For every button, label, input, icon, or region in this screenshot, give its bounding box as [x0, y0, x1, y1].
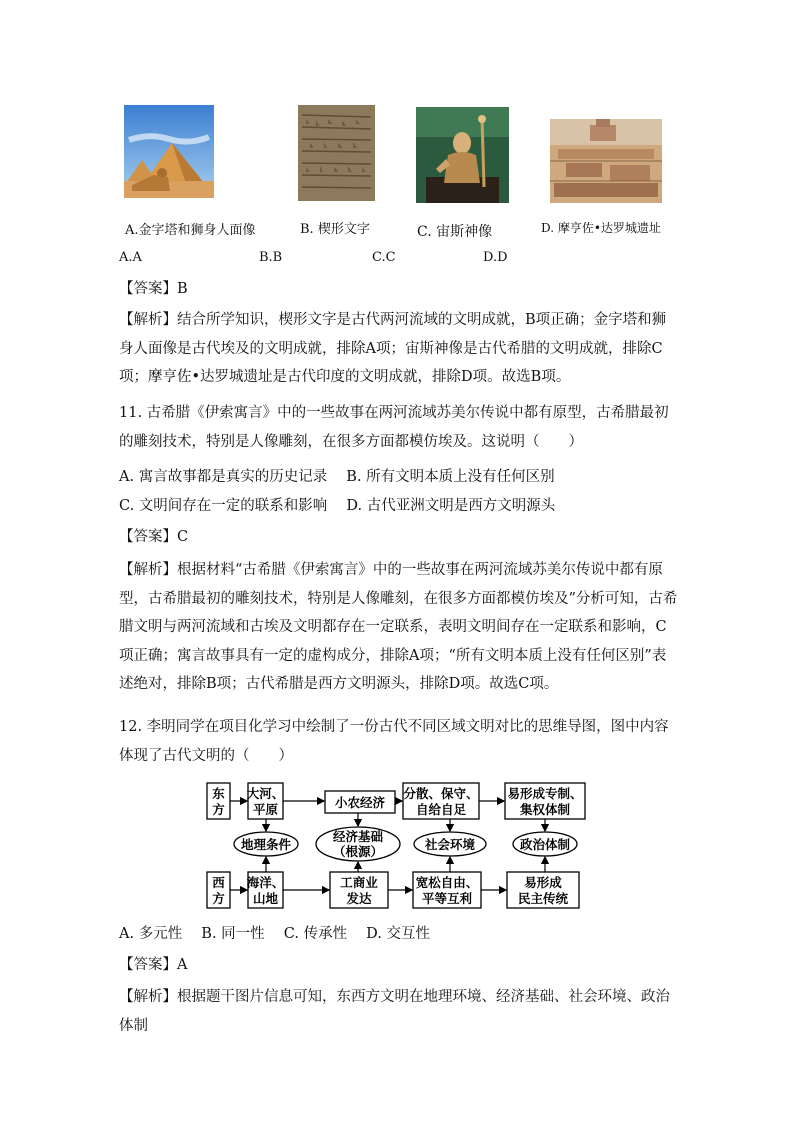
west-label-line1: 西: [212, 875, 225, 890]
question-12-options: A. 多元性 B. 同一性 C. 传承性 D. 交互性: [119, 926, 431, 942]
answer-11: 【答案】C: [119, 529, 189, 545]
answer-10: 【答案】B: [119, 281, 188, 297]
oval-2-line2: （根源）: [332, 844, 384, 859]
option-b: B.B: [259, 250, 283, 265]
oval-1-text: 地理条件: [240, 837, 292, 852]
analysis-text: 根据材料“古希腊《伊索寓言》中的一些故事在两河流域苏美尔传说中都有原型，古希腊最初的雕刻技术，特别是人像雕刻，在很多方面都模仿埃及”分析可知，古希腊文明与两河流域和古埃及文明都存在一定联系，表明文明间存在一定联系和影响，C项正确；寓言故事具有一定的虚构成分，排除A项；“所有文明本质上没有任何区别”表述绝对，排除B项；古代希腊是西方文明源头，排除D项。故选C项。: [119, 562, 678, 693]
image-caption-d: D. 摩亨佐•达罗城遗址: [541, 221, 661, 235]
oval-2-line1: 经济基础: [332, 829, 384, 844]
west-box-4-line1: 易形成: [524, 875, 562, 890]
east-box-4-line2: 集权体制: [519, 802, 571, 817]
east-label-line2: 方: [212, 802, 225, 817]
analysis-label: 【解析】: [119, 562, 177, 578]
analysis-label: 【解析】: [119, 989, 177, 1005]
mohenjo-daro-image: [550, 119, 662, 203]
west-label-line2: 方: [212, 891, 225, 906]
west-box-2-line1: 工商业: [340, 875, 378, 890]
analysis-label: 【解析】: [119, 312, 177, 328]
analysis-10: [119, 306, 679, 392]
west-box-3-line1: 宽松自由、: [415, 875, 479, 890]
question-12-stem: 12. 李明同学在项目化学习中绘制了一份古代不同区域文明对比的思维导图，图中内容体现了古代文明的（ ）: [119, 719, 669, 764]
west-box-3-line2: 平等互利: [421, 891, 473, 906]
option-d: D.D: [483, 250, 508, 265]
east-box-1-line2: 平原: [252, 802, 279, 817]
image-caption-c: C. 宙斯神像: [417, 224, 493, 240]
oval-4-text: 政治体制: [519, 837, 571, 852]
question-11-stem: 11. 古希腊《伊索寓言》中的一些故事在两河流域苏美尔传说中都有原型，古希腊最初的雕刻技术，特别是人像雕刻，在很多方面都模仿埃及。这说明（ ）: [119, 405, 669, 450]
analysis-12: [119, 983, 679, 1040]
east-box-2-text: 小农经济: [334, 795, 386, 810]
analysis-text: 根据题干图片信息可知，东西方文明在地理环境、经济基础、社会环境、政治体制: [119, 989, 670, 1034]
image-caption-a: A.金字塔和狮身人面像: [125, 223, 256, 238]
east-label-line1: 东: [212, 786, 225, 801]
zeus-statue-image: [416, 107, 509, 203]
question-11-options-row2: C. 文明间存在一定的联系和影响 D. 古代亚洲文明是西方文明源头: [119, 498, 556, 514]
west-box-4-line2: 民主传统: [517, 891, 569, 906]
oval-3-text: 社会环境: [424, 837, 476, 852]
west-box-1-line2: 山地: [252, 891, 279, 906]
cuneiform-tablet-image: [298, 105, 375, 201]
pyramids-sphinx-image: [124, 105, 214, 198]
answer-12: 【答案】A: [119, 957, 188, 973]
analysis-11: [119, 556, 679, 699]
west-box-2-line2: 发达: [346, 891, 372, 906]
east-box-3-line1: 分散、保守、: [403, 786, 479, 801]
mind-map-diagram: [205, 780, 590, 910]
east-box-3-line2: 自给自足: [415, 802, 467, 817]
east-box-4-line1: 易形成专制、: [507, 786, 583, 801]
west-box-1-line1: 海洋、: [246, 875, 285, 890]
analysis-text: 结合所学知识，楔形文字是古代两河流域的文明成就，B项正确；金字塔和狮身人面像是古代埃及的文明成就，排除A项；宙斯神像是古代希腊的文明成就，排除C项；摩亨佐•达罗城遗址是古代印度的文明成就，排除D项。故选B项。: [119, 312, 667, 386]
option-c: C.C: [372, 250, 396, 265]
option-a: A.A: [119, 250, 142, 265]
image-caption-b: B. 楔形文字: [300, 222, 370, 237]
east-box-1-line1: 大河、: [246, 786, 285, 801]
question-11-options-row1: A. 寓言故事都是真实的历史记录 B. 所有文明本质上没有任何区别: [119, 469, 555, 485]
